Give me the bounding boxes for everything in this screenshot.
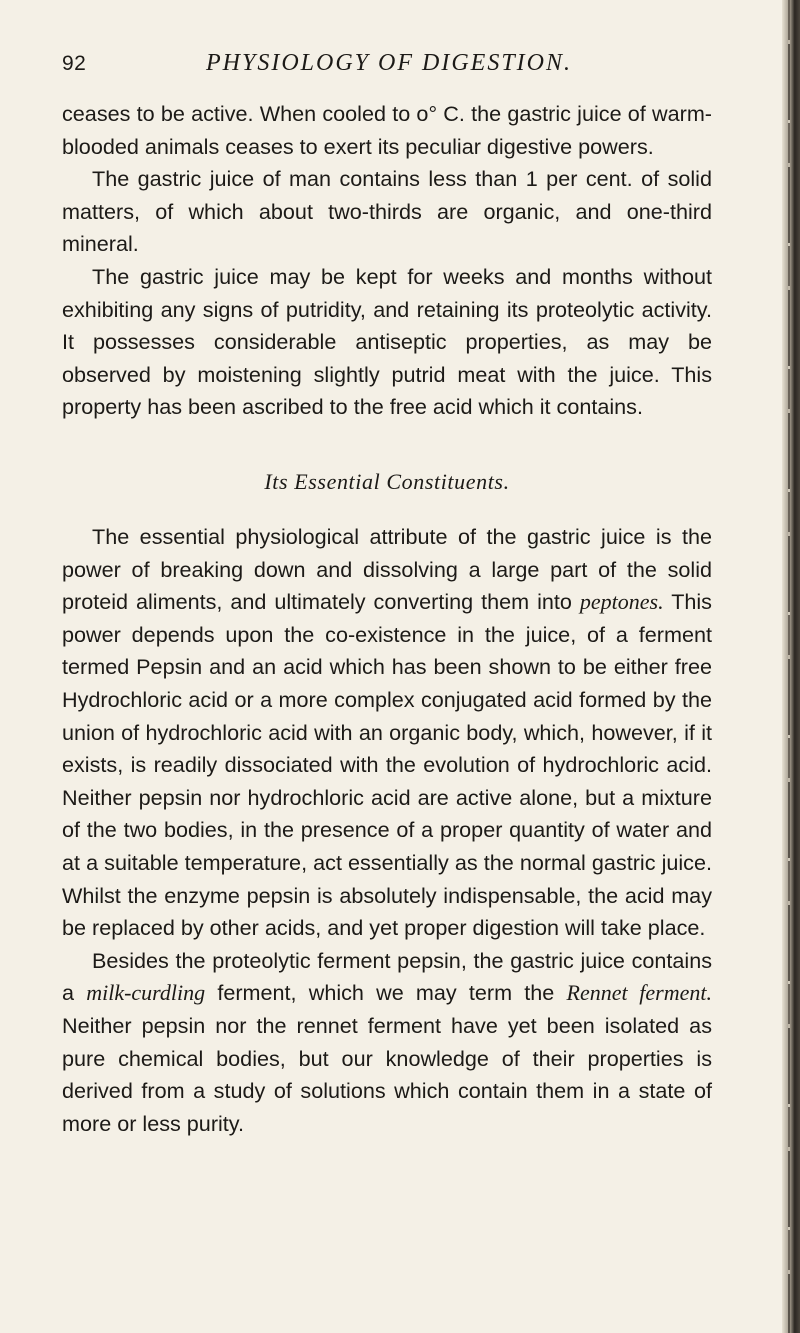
- page-number: 92: [62, 52, 87, 75]
- paragraph-solid-matters: The gastric juice of man contains less than 1 per cent. of solid matters, of which about two-thirds are organic, and one-third mineral.: [62, 166, 712, 257]
- paragraph-antiseptic: The gastric juice may be kept for weeks and months without exhibiting any signs of putridity, and retaining its proteolytic activity. It possesses considerable antiseptic properties, as may be observed by moistening slightly putrid meat with the juice. This property has been ascribed to the free acid which it contains.: [62, 263, 712, 420]
- running-title: PHYSIOLOGY OF DIGESTION.: [206, 50, 573, 76]
- text-run: The essential physiological attribute of the gastric juice is the power of breaking down and dissolving a large part of the solid proteid aliments, and ultimately converting them into: [62, 524, 712, 615]
- italic-term-rennet-ferment: Rennet ferment.: [566, 980, 712, 1006]
- page-edge-shadow: [782, 0, 800, 1333]
- text-run: ferment, which we may term the: [205, 980, 567, 1006]
- body-text-top: [62, 98, 712, 424]
- text-run: Neither pepsin nor the rennet ferment have yet been isolated as pure chemical bodies, but our knowledge of their properties is derived from a study of solutions which contain them in a state of more or less purity.: [62, 1012, 712, 1136]
- text-run: Besides the proteolytic ferment pepsin, the gastric juice contains a: [62, 947, 712, 1006]
- paragraph-rennet: [62, 945, 712, 1141]
- paragraph-essential-attribute: [62, 521, 712, 945]
- section-heading: Its Essential Constituents.: [264, 469, 510, 494]
- text-run: This power depends upon the co-existence in the juice, of a ferment termed Pepsin and an acid which has been shown to be either free Hydrochloric acid or a more complex conjugated acid formed by the union of hydrochloric acid with an organic body, which, however, if it exists, is readily dissociated with the evolution of hydrochloric acid. Neither pepsin nor hydrochloric acid are active alone, but a mixture of the two bodies, in the presence of a proper quantity of water and at a suitable temperature, act essentially as the normal gastric juice. Whilst the enzyme pepsin is absolutely indispensable, the acid may be replaced by other acids, and yet proper digestion will take place.: [62, 589, 712, 941]
- italic-term-peptones: peptones.: [579, 589, 664, 615]
- italic-term-milk-curdling: milk-curdling: [86, 980, 206, 1006]
- body-text-essential: [62, 521, 712, 1140]
- page-header: [62, 50, 740, 80]
- paragraph-cessation: ceases to be active. When cooled to o° C. the gastric juice of warm-blooded animals ceases to exert its peculiar digestive powers.: [62, 101, 712, 159]
